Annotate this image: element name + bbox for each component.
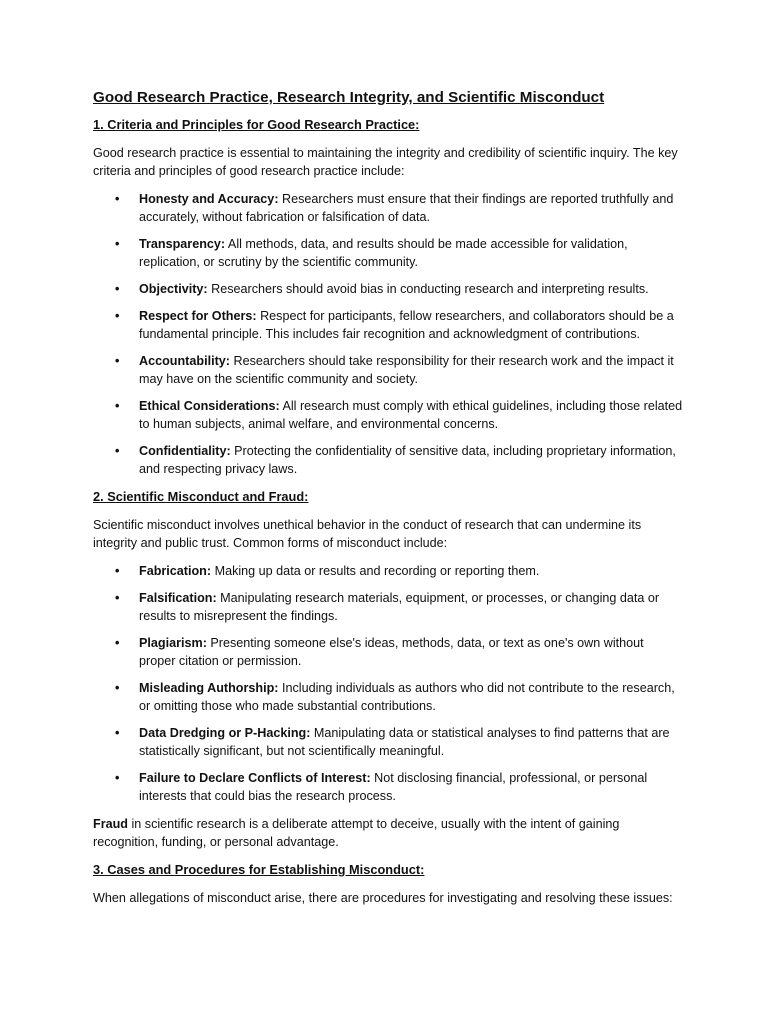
item-text: Making up data or results and recording or reporting them. [211, 564, 540, 578]
section-1-list [93, 190, 683, 478]
item-text: Not disclosing financial, professional, or personal interests that could bias the research process. [139, 771, 648, 803]
document-page [93, 88, 683, 917]
item-text: Manipulating data or statistical analyses to find patterns that are statistically significant, but not scientifically meaningful. [139, 726, 670, 758]
bullet-icon: • [115, 771, 120, 785]
item-term: Falsification: [139, 591, 217, 605]
section-2-closing [93, 815, 683, 851]
item-text: Protecting the confidentiality of sensitive data, including proprietary information, and respecting privacy laws. [139, 444, 676, 476]
item-text: All methods, data, and results should be made accessible for validation, replication, or scrutiny by the scientific community. [139, 237, 628, 269]
bullet-icon: • [115, 192, 120, 206]
section-heading-1: 1. Criteria and Principles for Good Research Practice: [93, 117, 420, 132]
list-item [93, 634, 683, 670]
item-term: Misleading Authorship: [139, 681, 279, 695]
item-text: Researchers must ensure that their findings are reported truthfully and accurately, without fabrication or falsification of data. [139, 192, 674, 224]
list-item [93, 307, 683, 343]
item-text: All research must comply with ethical guidelines, including those related to human subjects, animal welfare, and environmental concerns. [139, 399, 683, 431]
item-text: Researchers should take responsibility for their research work and the impact it may have on the scientific community and society. [139, 354, 674, 386]
list-item [93, 190, 683, 226]
list-item [93, 397, 683, 433]
item-term: Failure to Declare Conflicts of Interest: [139, 771, 371, 785]
item-term: Plagiarism: [139, 636, 207, 650]
section-heading-3: 3. Cases and Procedures for Establishing Misconduct: [93, 862, 425, 877]
bullet-icon: • [115, 444, 120, 458]
item-text: Including individuals as authors who did not contribute to the research, or omitting those who made substantial contributions. [139, 681, 675, 713]
bullet-icon: • [115, 636, 120, 650]
item-term: Fabrication: [139, 564, 212, 578]
list-item [93, 562, 683, 580]
section-3-intro: When allegations of misconduct arise, there are procedures for investigating and resolving these issues: [93, 891, 673, 905]
item-term: Objectivity: [139, 282, 208, 296]
section-1-intro: Good research practice is essential to maintaining the integrity and credibility of scientific inquiry. The key criteria and principles of good research practice include: [93, 146, 678, 178]
item-text: Presenting someone else's ideas, methods, data, or text as one's own without proper citation or permission. [139, 636, 644, 668]
fraud-term: Fraud [93, 817, 128, 831]
list-item [93, 235, 683, 271]
list-item [93, 352, 683, 388]
bullet-icon: • [115, 282, 120, 296]
item-term: Accountability: [139, 354, 230, 368]
item-text: Manipulating research materials, equipment, or processes, or changing data or results to misrepresent the findings. [139, 591, 660, 623]
bullet-icon: • [115, 681, 120, 695]
list-item [93, 442, 683, 478]
bullet-icon: • [115, 591, 120, 605]
section-2-intro: Scientific misconduct involves unethical behavior in the conduct of research that can undermine its integrity and public trust. Common forms of misconduct include: [93, 518, 642, 550]
list-item [93, 724, 683, 760]
item-term: Confidentiality: [139, 444, 231, 458]
bullet-icon: • [115, 309, 120, 323]
section-2-list [93, 562, 683, 805]
item-text: Researchers should avoid bias in conducting research and interpreting results. [207, 282, 649, 296]
bullet-icon: • [115, 726, 120, 740]
item-term: Data Dredging or P-Hacking: [139, 726, 311, 740]
fraud-definition: in scientific research is a deliberate attempt to deceive, usually with the intent of gaining recognition, funding, or personal advantage. [93, 817, 620, 849]
document-title: Good Research Practice, Research Integrity, and Scientific Misconduct [93, 89, 605, 106]
list-item [93, 769, 683, 805]
item-term: Respect for Others: [139, 309, 257, 323]
list-item [93, 280, 683, 298]
bullet-icon: • [115, 564, 120, 578]
bullet-icon: • [115, 237, 120, 251]
item-term: Honesty and Accuracy: [139, 192, 279, 206]
item-term: Ethical Considerations: [139, 399, 280, 413]
item-text: Respect for participants, fellow researchers, and collaborators should be a fundamental principle. This includes fair recognition and acknowledgment of contributions. [139, 309, 674, 341]
bullet-icon: • [115, 399, 120, 413]
item-term: Transparency: [139, 237, 226, 251]
bullet-icon: • [115, 354, 120, 368]
list-item [93, 589, 683, 625]
section-heading-2: 2. Scientific Misconduct and Fraud: [93, 489, 309, 504]
list-item [93, 679, 683, 715]
